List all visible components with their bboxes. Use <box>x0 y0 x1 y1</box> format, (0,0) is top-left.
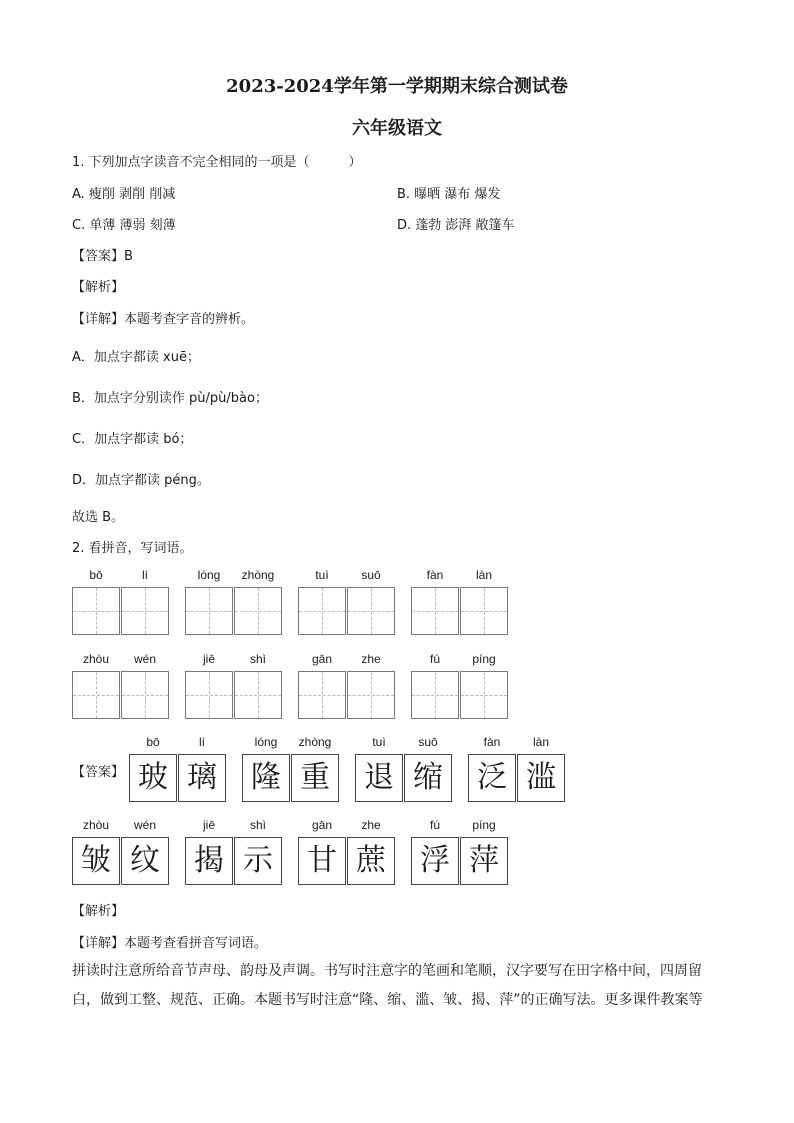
tianzige-cell[interactable] <box>347 671 395 719</box>
answer-grid-cell <box>411 837 459 885</box>
question-pinyin: lí <box>142 568 148 582</box>
question-pinyin: zhòng <box>241 568 275 582</box>
answer-character: 璃 <box>187 760 217 795</box>
tianzige-cell[interactable] <box>185 587 233 635</box>
q2-explanation: 拼读时注意所给音节声母、韵母及声调。书写时注意字的笔画和笔顺，汉字要写在田字格中间，四周留白，做到工整、规范、正确。本题书写时注意“隆、缩、滥、皱、揭、萍”的正确写法。更多课件教案等 <box>72 963 703 1008</box>
answer-character: 萍 <box>469 843 499 878</box>
answer-character: 皱 <box>81 843 111 878</box>
answer-character: 蔗 <box>356 843 386 878</box>
question-pinyin: suō <box>361 568 381 582</box>
answer-pinyin: gān <box>311 818 333 832</box>
question-pinyin: shì <box>249 652 266 666</box>
q1-line-b: B．加点字分别读作 pù/pù/bào； <box>72 391 268 406</box>
answer-character: 隆 <box>251 760 281 795</box>
answer-character: 揭 <box>194 843 224 878</box>
question-pinyin: gān <box>311 652 333 666</box>
answer-pinyin: zhòng <box>298 735 332 749</box>
answer-character: 浮 <box>420 843 450 878</box>
answer-character: 重 <box>300 760 330 795</box>
answer-grid-cell <box>298 837 346 885</box>
q1-option-c: C. 单薄 薄弱 刻薄 <box>72 218 176 233</box>
answer-grid-cell <box>404 754 452 802</box>
q1-detail: 【详解】本题考查字音的辨析。 <box>72 312 255 327</box>
answer-pinyin: zhòu <box>82 818 110 832</box>
tianzige-cell[interactable] <box>298 671 346 719</box>
answer-pinyin: píng <box>472 818 496 832</box>
answer-pinyin: tuì <box>372 735 386 749</box>
question-pinyin: zhòu <box>82 652 110 666</box>
q2-detail: 【详解】本题考查看拼音写词语。 <box>72 936 268 951</box>
question-pinyin: wén <box>133 652 156 666</box>
question-pinyin: zhe <box>361 652 381 666</box>
answer-pinyin: jiē <box>202 818 215 832</box>
q1-option-d: D. 蓬勃 澎湃 敞篷车 <box>397 218 515 233</box>
answer-grid-cell <box>129 754 177 802</box>
answer-grid-cell <box>234 837 282 885</box>
answer-grid-cell <box>460 837 508 885</box>
q1-analysis-label: 【解析】 <box>72 280 125 295</box>
page-subtitle: 六年级语文 <box>352 118 442 139</box>
answer-pinyin: lóng <box>254 735 278 749</box>
question-1: 1. 下列加点字读音不完全相同的一项是（ ） <box>72 155 362 170</box>
answer-grid-cell <box>242 754 290 802</box>
question-pinyin: píng <box>472 652 496 666</box>
tianzige-cell[interactable] <box>298 587 346 635</box>
answer-character: 滥 <box>526 760 556 795</box>
answer-pinyin: suō <box>418 735 438 749</box>
q1-answer: 【答案】B <box>72 249 133 264</box>
answer-grid-cell <box>347 837 395 885</box>
tianzige-cell[interactable] <box>121 587 169 635</box>
answer-pinyin: fú <box>429 818 440 832</box>
answer-grid-cell <box>121 837 169 885</box>
answer-pinyin: bō <box>146 735 160 749</box>
tianzige-cell[interactable] <box>460 587 508 635</box>
answer-character: 退 <box>364 760 394 795</box>
answer-pinyin: lí <box>199 735 205 749</box>
tianzige-cell[interactable] <box>72 671 120 719</box>
answer-grid-cell <box>185 837 233 885</box>
question-pinyin: fú <box>429 652 440 666</box>
answer-character: 纹 <box>130 843 160 878</box>
q1-line-a: A．加点字都读 xuē； <box>72 350 200 365</box>
q1-option-a: A. 瘦削 剥削 削减 <box>72 187 176 202</box>
question-2: 2. 看拼音，写词语。 <box>72 541 193 556</box>
answer-character: 玻 <box>138 760 168 795</box>
page-title: 2023-2024学年第一学期期末综合测试卷 <box>226 76 568 97</box>
q1-conclusion: 故选 B。 <box>72 510 125 525</box>
tianzige-cell[interactable] <box>347 587 395 635</box>
answer-grid-cell <box>355 754 403 802</box>
tianzige-cell[interactable] <box>234 587 282 635</box>
question-pinyin: bō <box>89 568 103 582</box>
tianzige-cell[interactable] <box>234 671 282 719</box>
answer-pinyin: làn <box>532 735 549 749</box>
question-pinyin: fàn <box>426 568 444 582</box>
q2-answer-label: 【答案】 <box>72 765 125 780</box>
tianzige-cell[interactable] <box>121 671 169 719</box>
answer-pinyin: fàn <box>483 735 501 749</box>
answer-grid-cell <box>178 754 226 802</box>
tianzige-cell[interactable] <box>185 671 233 719</box>
q1-option-b: B. 曝晒 瀑布 爆发 <box>397 187 501 202</box>
answer-grid-cell <box>517 754 565 802</box>
q2-analysis-label: 【解析】 <box>72 904 125 919</box>
answer-pinyin: zhe <box>361 818 381 832</box>
question-pinyin: tuì <box>315 568 329 582</box>
tianzige-cell[interactable] <box>411 587 459 635</box>
answer-pinyin: shì <box>249 818 266 832</box>
question-pinyin: jiē <box>202 652 215 666</box>
question-pinyin: lóng <box>197 568 221 582</box>
q1-line-d: D．加点字都读 péng。 <box>72 473 210 488</box>
answer-grid-cell <box>291 754 339 802</box>
answer-pinyin: wén <box>133 818 156 832</box>
tianzige-cell[interactable] <box>411 671 459 719</box>
answer-character: 甘 <box>307 843 337 878</box>
answer-character: 示 <box>243 843 273 878</box>
q1-line-c: C．加点字都读 bó； <box>72 432 193 447</box>
answer-grid-cell <box>72 837 120 885</box>
question-pinyin: làn <box>475 568 492 582</box>
answer-character: 泛 <box>477 760 507 795</box>
answer-grid-cell <box>468 754 516 802</box>
tianzige-cell[interactable] <box>460 671 508 719</box>
answer-character: 缩 <box>413 760 443 795</box>
tianzige-cell[interactable] <box>72 587 120 635</box>
